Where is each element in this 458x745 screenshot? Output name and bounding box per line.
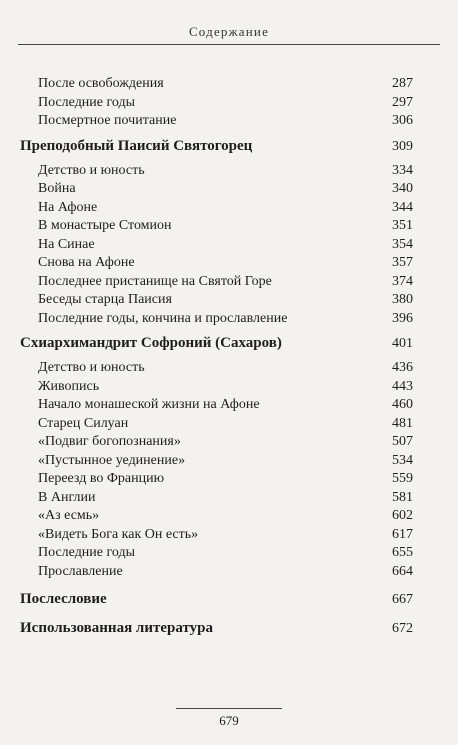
header-rule xyxy=(18,44,440,45)
toc-entry xyxy=(0,180,458,199)
toc-entry-title: Последние годы xyxy=(38,545,136,560)
toc-entry-page: 617 xyxy=(392,526,413,542)
toc-entry xyxy=(0,563,458,582)
toc-entry xyxy=(0,217,458,236)
toc-entry-title: Снова на Афоне xyxy=(38,255,135,270)
toc-entry-title: Старец Силуан xyxy=(38,415,129,431)
toc-entry-title: Детство и юность xyxy=(38,162,145,178)
toc-entry-page: 374 xyxy=(392,273,413,289)
toc-entry xyxy=(0,359,458,378)
toc-entry-title: Посмертное почитание xyxy=(38,113,177,128)
toc-section-title: Схиархимандрит Софроний (Сахаров) xyxy=(20,335,282,351)
toc-entry xyxy=(0,273,458,292)
toc-entry-page: 357 xyxy=(392,255,413,270)
table-of-contents xyxy=(0,75,458,639)
toc-entry-title: «Аз есмь» xyxy=(38,508,100,523)
toc-entry xyxy=(0,470,458,489)
toc-section-page: 672 xyxy=(392,621,413,636)
toc-entry xyxy=(0,94,458,113)
toc-section-page: 309 xyxy=(392,138,413,154)
toc-entry-page: 380 xyxy=(392,292,413,307)
toc-entry-title: Последнее пристанище на Святой Горе xyxy=(38,273,272,289)
toc-entry xyxy=(0,310,458,329)
toc-entry-title: После освобождения xyxy=(38,76,164,91)
toc-entry-page: 396 xyxy=(392,310,413,326)
toc-entry xyxy=(0,415,458,434)
toc-entry-page: 481 xyxy=(392,415,413,431)
toc-entry-title: «Видеть Бога как Он есть» xyxy=(38,526,199,542)
toc-section-sophrony xyxy=(0,333,458,354)
toc-entry-page: 354 xyxy=(392,236,413,252)
toc-entry-title: На Афоне xyxy=(38,199,98,215)
toc-section-page: 401 xyxy=(392,336,413,351)
toc-entry-title: «Пустынное уединение» xyxy=(38,452,186,468)
running-head: Содержание xyxy=(188,24,270,39)
toc-entry-page: 334 xyxy=(392,162,413,178)
toc-entry xyxy=(0,489,458,508)
toc-entry-page: 306 xyxy=(392,113,413,128)
toc-entry-page: 460 xyxy=(392,397,413,412)
toc-entry-page: 340 xyxy=(392,181,413,196)
toc-section-literature xyxy=(0,618,458,639)
toc-entry-page: 297 xyxy=(392,94,413,110)
toc-entry xyxy=(0,199,458,218)
toc-entry-title: Война xyxy=(38,181,76,196)
toc-section-title: Использованная литература xyxy=(20,620,213,636)
toc-section-title: Преподобный Паисий Святогорец xyxy=(20,137,253,154)
toc-entry xyxy=(0,112,458,131)
toc-section-paisios xyxy=(0,136,458,157)
toc-entry xyxy=(0,544,458,563)
toc-entry-page: 559 xyxy=(392,471,413,486)
toc-section-afterword xyxy=(0,589,458,610)
toc-entry xyxy=(0,452,458,471)
toc-entry xyxy=(0,75,458,94)
page-number: 679 xyxy=(219,713,239,728)
toc-entry xyxy=(0,162,458,181)
toc-entry-title: В монастыре Стомион xyxy=(38,218,172,233)
toc-section-title: Послесловие xyxy=(20,591,107,607)
toc-entry-title: Детство и юность xyxy=(38,360,145,375)
toc-entry-title: Прославление xyxy=(38,563,123,579)
toc-entry xyxy=(0,254,458,273)
toc-entry xyxy=(0,526,458,545)
toc-entry-page: 344 xyxy=(392,199,413,215)
toc-entry-title: Беседы старца Паисия xyxy=(38,292,172,307)
toc-entry-title: В Англии xyxy=(38,489,96,505)
toc-entry-title: Живопись xyxy=(38,378,100,394)
toc-entry-title: Последние годы, кончина и прославление xyxy=(38,310,288,326)
toc-entry-title: «Подвиг богопознания» xyxy=(38,434,181,449)
toc-entry-page: 287 xyxy=(392,76,413,91)
toc-entry xyxy=(0,291,458,310)
toc-entry-title: Начало монашеской жизни на Афоне xyxy=(38,397,260,412)
toc-entry-page: 351 xyxy=(392,218,413,233)
footer-rule xyxy=(176,708,282,709)
toc-entry-title: Переезд во Францию xyxy=(38,471,165,486)
toc-entry-page: 507 xyxy=(392,434,413,449)
toc-entry-page: 581 xyxy=(392,489,413,505)
toc-entry-page: 443 xyxy=(392,378,413,394)
toc-entry xyxy=(0,378,458,397)
toc-entry-page: 534 xyxy=(392,452,413,468)
toc-entry-page: 602 xyxy=(392,508,413,523)
toc-entry xyxy=(0,236,458,255)
toc-entry xyxy=(0,396,458,415)
toc-entry-title: На Синае xyxy=(38,236,95,252)
toc-section-page: 667 xyxy=(392,592,413,607)
toc-entry-page: 436 xyxy=(392,360,413,375)
toc-entry-title: Последние годы xyxy=(38,94,136,110)
toc-entry xyxy=(0,507,458,526)
toc-entry-page: 655 xyxy=(392,545,413,560)
toc-entry-page: 664 xyxy=(392,563,413,579)
toc-entry xyxy=(0,433,458,452)
